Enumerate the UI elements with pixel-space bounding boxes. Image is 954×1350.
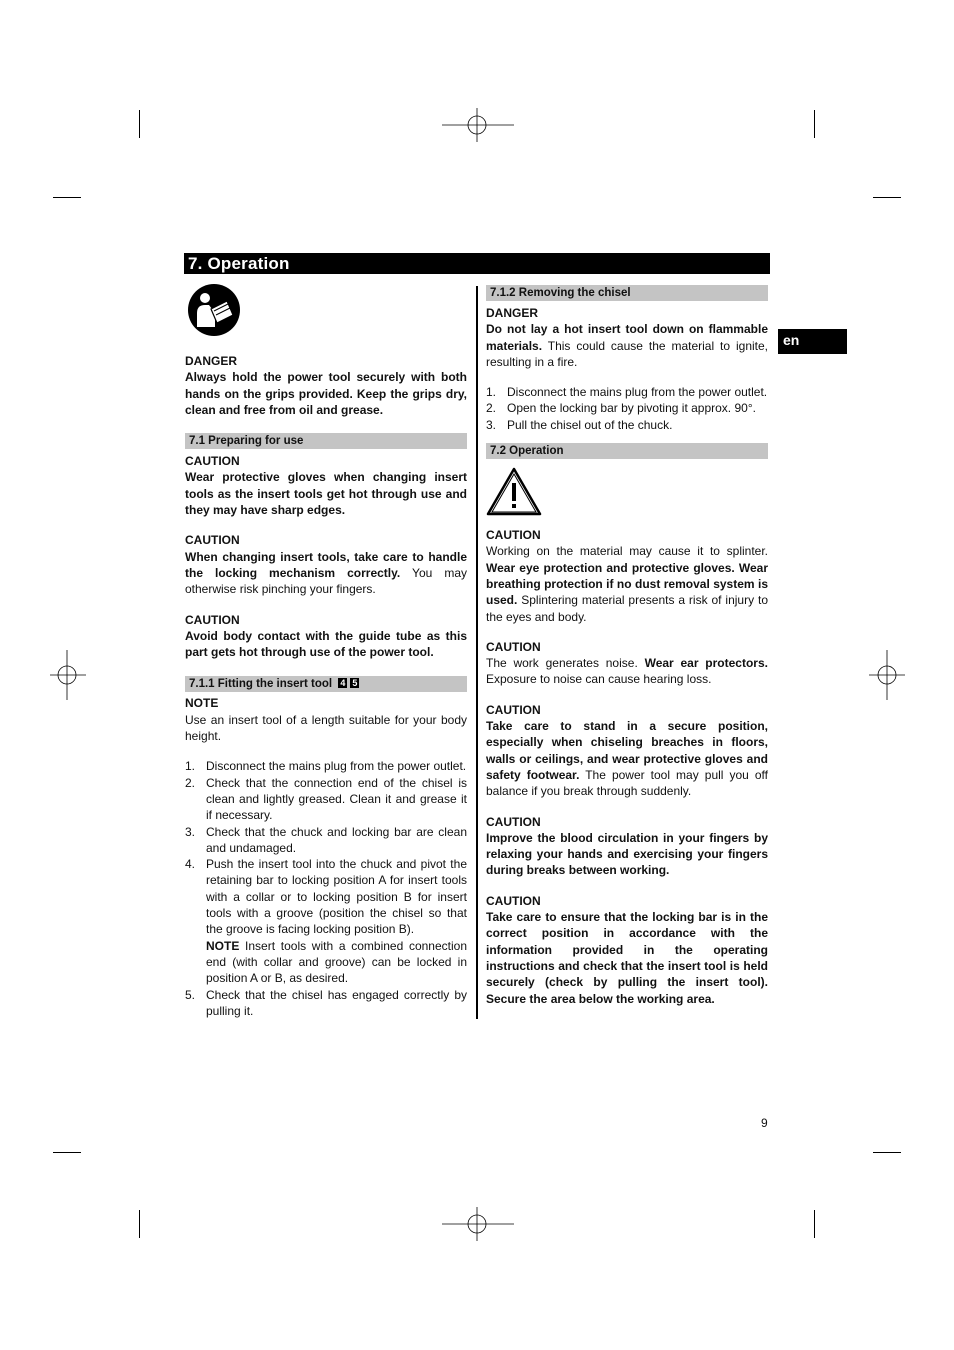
caution-plain-text: The power tool may pull you off balance if you break through suddenly. (486, 767, 768, 799)
figure-ref-badge: 4 (340, 678, 346, 689)
caution-text: Avoid body contact with the guide tube as this part gets hot through use of the power tool. (185, 628, 467, 660)
list-number: 3. (486, 417, 497, 432)
caution-label: CAUTION (486, 702, 541, 717)
caution-label: CAUTION (185, 612, 240, 627)
registration-mark-icon (442, 1207, 514, 1243)
list-item (185, 775, 467, 824)
danger-plain-text: This could cause the material to ignite, resulting in a fire. (486, 338, 768, 369)
page-title: 7. Operation (188, 254, 290, 273)
caution-text (486, 718, 768, 799)
note-label: NOTE (185, 696, 219, 711)
list-number: 1. (486, 385, 497, 400)
caution-label: CAUTION (486, 528, 541, 543)
list-number: 2. (486, 401, 497, 416)
caution-bold-text: Wear eye protection and protective gloves. Wear breathing protection if no dust removal system is used. (486, 560, 768, 608)
removing-steps-list (486, 384, 768, 433)
danger-label: DANGER (486, 306, 539, 320)
list-item (486, 417, 768, 433)
section-heading-text: 7.1.1 Fitting the insert tool (189, 678, 333, 691)
list-text: Check that the connection end of the chisel is clean and lightly greased. Clean it and grease it if necessary. (206, 775, 467, 823)
list-item (185, 758, 467, 774)
danger-text: Always hold the power tool securely with both hands on the grips provided. Keep the grips dry, clean and free from oil and grease. (185, 370, 467, 417)
fitting-steps-list (185, 758, 467, 1019)
danger-bold-text: Do not lay a hot insert tool down on flammable materials. (486, 322, 768, 353)
caution-label: CAUTION (185, 454, 240, 469)
step-note-text: Insert tools with a combined connection end (with collar and groove) can be locked in position A or B, as desired. (206, 938, 467, 986)
list-item (185, 987, 467, 1020)
crop-mark (873, 1152, 901, 1153)
section-heading-7-1-1 (185, 676, 467, 692)
caution-text: Take care to ensure that the locking bar is in the correct position in accordance with the information provided in the operating instructions and check that the insert tool is held securely (check by pulling the insert tool). Secure the area below the working area. (486, 910, 768, 1006)
list-text: Open the locking bar by pivoting it approx. 90°. (507, 401, 756, 416)
page-number: 9 (761, 1116, 768, 1130)
language-tab (778, 329, 847, 354)
list-text: Push the insert tool into the chuck and pivot the retaining bar to locking position A for insert tools with a collar or to locking position B for insert tools with a groove (position the chisel so that the groove is facing locking position B). (206, 857, 467, 937)
list-number: 3. (185, 824, 196, 839)
list-text: Check that the chuck and locking bar are clean and undamaged. (206, 824, 467, 855)
column-divider (476, 286, 478, 1019)
crop-mark (53, 197, 81, 198)
crop-mark (873, 197, 901, 198)
list-number: 1. (185, 759, 196, 774)
list-item (185, 856, 467, 986)
caution-bold-text: When changing insert tools, take care to handle the locking mechanism correctly. (185, 549, 467, 580)
caution-plain-text: Splintering material presents a risk of injury to the eyes and body. (486, 593, 768, 624)
section-title-bar (184, 253, 770, 274)
caution-plain-text: Exposure to noise can cause hearing loss. (486, 672, 712, 687)
caution-label: CAUTION (486, 814, 541, 829)
caution-text (486, 543, 768, 624)
crop-mark (814, 1210, 815, 1238)
section-heading-7-2: 7.2 Operation (486, 443, 768, 459)
list-number: 5. (185, 987, 196, 1002)
registration-mark-icon (50, 650, 86, 700)
list-number: 2. (185, 775, 196, 790)
danger-text (486, 321, 768, 370)
language-label: en (783, 332, 800, 348)
caution-text: Improve the blood circulation in your fingers by relaxing your hands and exercising your fingers during breaks between working. (486, 830, 768, 878)
section-heading-7-1: 7.1 Preparing for use (185, 433, 467, 449)
crop-mark (53, 1152, 81, 1153)
step-note (206, 938, 467, 987)
right-column (486, 285, 768, 1007)
list-text: Pull the chisel out of the chuck. (507, 417, 673, 432)
figure-ref-badge: 5 (352, 678, 358, 689)
list-item (486, 384, 768, 400)
step-note-label: NOTE (206, 938, 240, 953)
left-column (185, 283, 467, 1019)
caution-bold-text: Take care to stand in a secure position, especially when chiseling breaches in floors, walls or ceilings, and wear protective gloves and safety footwear. (486, 719, 768, 782)
crop-mark (139, 110, 140, 138)
caution-text (185, 549, 467, 598)
caution-plain-text: The work generates noise. (486, 656, 645, 671)
danger-label: DANGER (185, 354, 238, 368)
caution-plain-text: Working on the material may cause it to splinter. (486, 544, 768, 559)
caution-bold-text: Wear ear protectors. (644, 656, 768, 671)
warning-triangle-icon (486, 467, 542, 517)
list-item (486, 400, 768, 416)
list-text: Check that the chisel has engaged correctly by pulling it. (206, 987, 467, 1018)
read-manual-icon (187, 283, 241, 337)
list-text: Disconnect the mains plug from the power outlet. (507, 385, 768, 400)
section-heading-7-1-2: 7.1.2 Removing the chisel (486, 285, 768, 301)
crop-mark (814, 110, 815, 138)
caution-plain-text: You may otherwise risk pinching your fingers. (185, 565, 467, 597)
caution-text: Wear protective gloves when changing insert tools as the insert tools get hot through use and they may have sharp edges. (185, 470, 467, 518)
note-text: Use an insert tool of a length suitable for your body height. (185, 712, 467, 744)
list-text: Disconnect the mains plug from the power outlet. (206, 759, 467, 774)
caution-text (486, 655, 768, 688)
caution-label: CAUTION (486, 639, 541, 654)
caution-label: CAUTION (486, 893, 541, 908)
registration-mark-icon (442, 108, 514, 144)
registration-mark-icon (869, 650, 905, 700)
list-item (185, 824, 467, 857)
caution-label: CAUTION (185, 533, 240, 548)
list-number: 4. (185, 857, 196, 872)
crop-mark (139, 1210, 140, 1238)
